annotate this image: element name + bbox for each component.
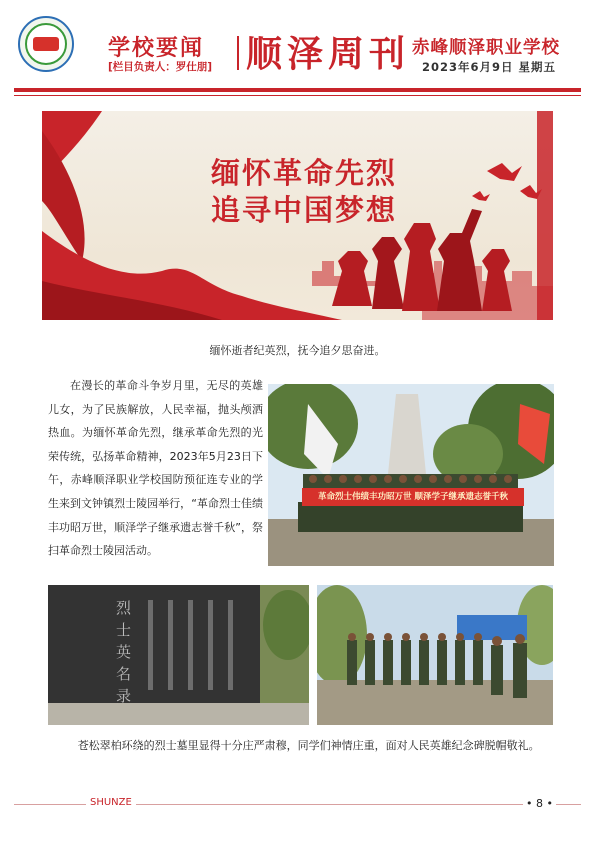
page-number: • 8 • bbox=[523, 797, 556, 810]
column-title: 学校要闻 bbox=[108, 36, 205, 61]
memorial-tablet-art bbox=[48, 585, 309, 725]
paper-title: 顺泽周刊 bbox=[246, 34, 411, 75]
group-photo bbox=[268, 384, 554, 566]
tablet-title: 烈士英名录 bbox=[116, 599, 132, 705]
header-rule-thick bbox=[14, 88, 581, 92]
header-divider bbox=[237, 36, 239, 70]
school-name: 赤峰顺泽职业学校 bbox=[412, 38, 560, 58]
salute-photo bbox=[317, 585, 553, 725]
banner-image bbox=[42, 111, 553, 320]
article-body: 在漫长的革命斗争岁月里，无尽的英雄儿女，为了民族解放，人民幸福，抛头颅洒热血。为缅怀革命先烈，继承革命先烈的光荣传统，弘扬革命精神，2023年5月23日下午，赤峰顺泽职业学校国防预征连专业的学生来到文钟镇烈士陵园举行，“革命烈士佳绩丰功昭万世，顺泽学子继承遗志誉千秋”，祭扫革命烈士陵园活动。 bbox=[48, 379, 263, 558]
group-photo-art bbox=[268, 384, 554, 566]
footer-brand: SHUNZE bbox=[86, 797, 136, 808]
school-logo bbox=[18, 16, 74, 72]
salute-photo-art bbox=[317, 585, 553, 725]
memorial-tablet-photo bbox=[48, 585, 309, 725]
photo-caption-top: 缅怀逝者纪英烈，抚今追夕思奋进。 bbox=[209, 344, 386, 357]
issue-date: 2023年6月9日 星期五 bbox=[422, 60, 557, 74]
photo-caption-bottom: 苍松翠柏环绕的烈士墓里显得十分庄严肃穆，同学们神情庄重，面对人民英雄纪念碑脱帽敬礼。 bbox=[77, 739, 540, 752]
header-rule-thin bbox=[14, 95, 581, 96]
group-photo-banner-text: 革命烈士伟绩丰功昭万世 顺泽学子继承遗志誉千秋 bbox=[318, 492, 508, 502]
banner-headline-2: 追寻中国梦想 bbox=[211, 193, 398, 227]
column-editor: [栏目负责人：罗仕朋] bbox=[108, 61, 213, 73]
banner-headline-1: 缅怀革命先烈 bbox=[211, 156, 398, 190]
